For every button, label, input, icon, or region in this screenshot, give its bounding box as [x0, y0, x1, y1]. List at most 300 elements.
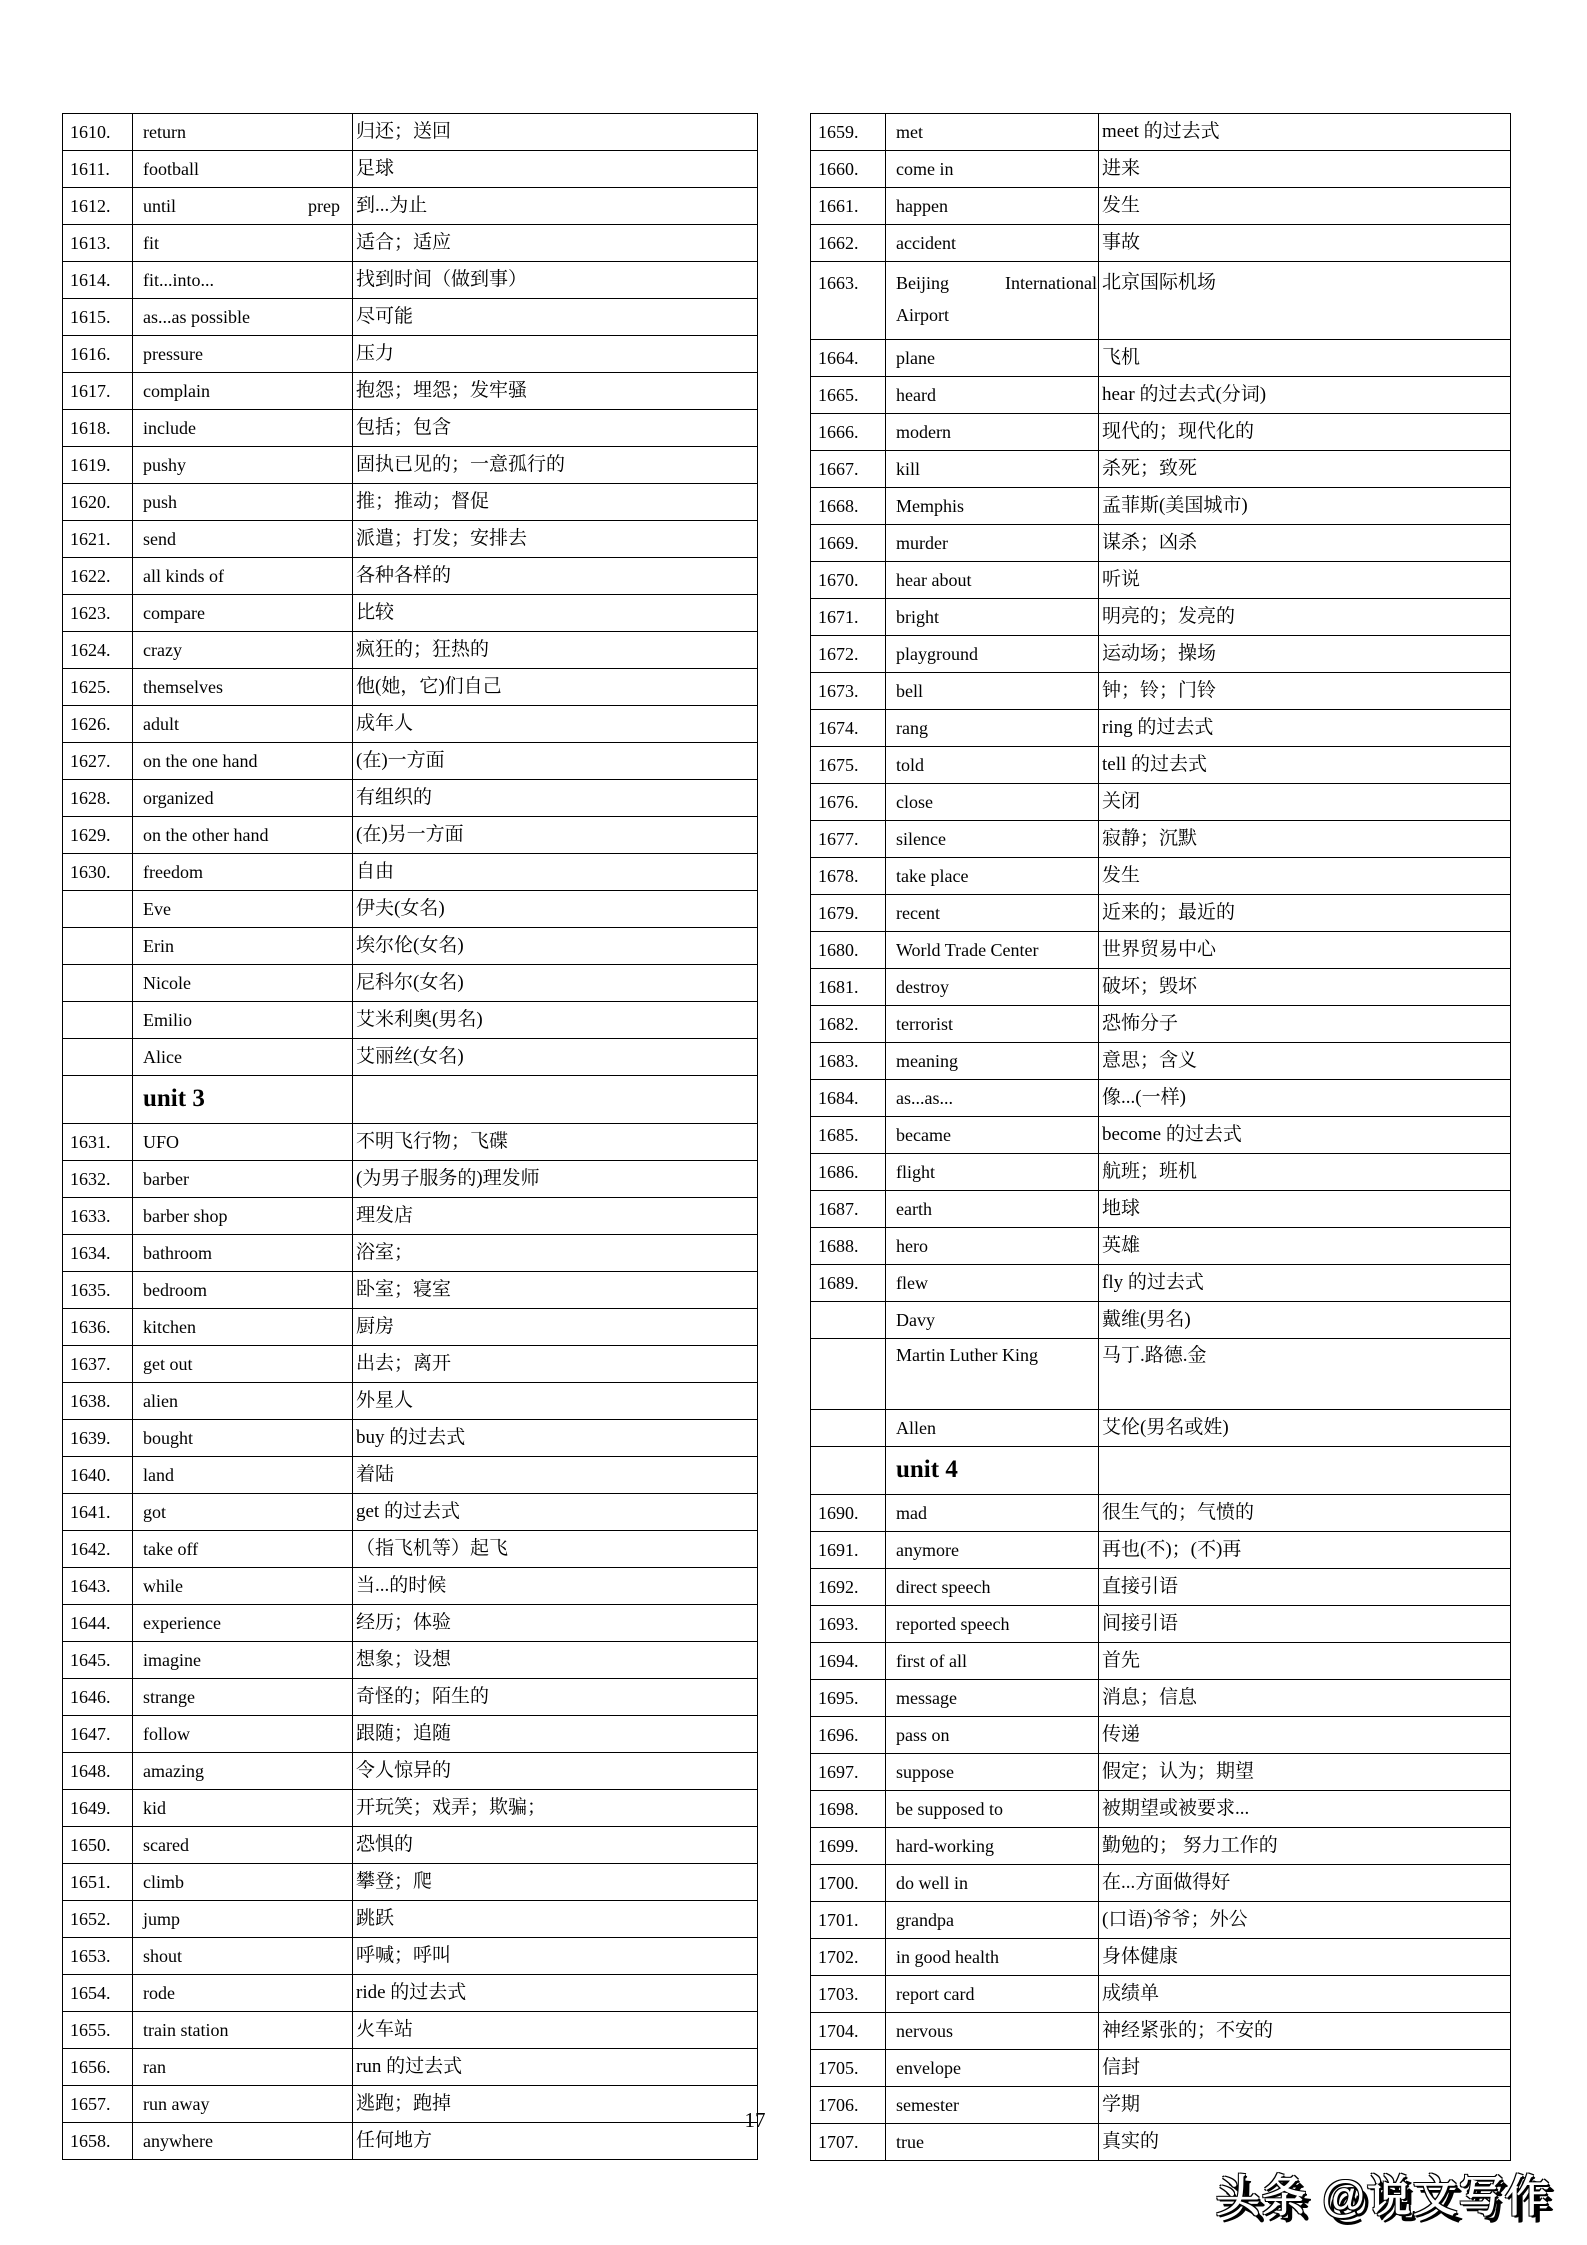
vocab-row [811, 340, 1511, 377]
row-number: 1684. [811, 1080, 886, 1117]
vocab-row [63, 1002, 758, 1039]
row-number: 1626. [63, 706, 133, 743]
chinese-meaning: 传递 [1099, 1717, 1511, 1754]
chinese-meaning: 想象；设想 [353, 1642, 758, 1679]
vocab-row [811, 1006, 1511, 1043]
vocab-row [63, 558, 758, 595]
row-number: 1664. [811, 340, 886, 377]
vocab-row [63, 965, 758, 1002]
vocab-row [63, 373, 758, 410]
row-number: 1678. [811, 858, 886, 895]
english-word: suppose [886, 1754, 1099, 1791]
chinese-meaning: tell 的过去式 [1099, 747, 1511, 784]
vocab-row [63, 1039, 758, 1076]
vocab-row [811, 2013, 1511, 2050]
chinese-meaning: 出去；离开 [353, 1346, 758, 1383]
row-number: 1701. [811, 1902, 886, 1939]
english-word: compare [133, 595, 353, 632]
vocab-row [63, 706, 758, 743]
english-word: run away [133, 2086, 353, 2123]
english-word: Allen [886, 1410, 1099, 1447]
chinese-meaning: (在)一方面 [353, 743, 758, 780]
row-number: 1689. [811, 1265, 886, 1302]
row-number: 1613. [63, 225, 133, 262]
row-number: 1620. [63, 484, 133, 521]
english-word: crazy [133, 632, 353, 669]
english-word: hear about [886, 562, 1099, 599]
row-number [811, 1410, 886, 1447]
row-number: 1675. [811, 747, 886, 784]
chinese-meaning: 艾伦(男名或姓) [1099, 1410, 1511, 1447]
english-word: true [886, 2124, 1099, 2161]
english-word: Memphis [886, 488, 1099, 525]
row-number: 1648. [63, 1753, 133, 1790]
english-word: land [133, 1457, 353, 1494]
row-number: 1643. [63, 1568, 133, 1605]
vocab-row [811, 858, 1511, 895]
chinese-meaning: 足球 [353, 151, 758, 188]
english-word: return [133, 114, 353, 151]
english-word: plane [886, 340, 1099, 377]
chinese-meaning: (为男子服务的)理发师 [353, 1161, 758, 1198]
vocab-row [63, 1568, 758, 1605]
vocab-row [63, 780, 758, 817]
chinese-meaning: meet 的过去式 [1099, 114, 1511, 151]
row-number [811, 1302, 886, 1339]
chinese-meaning: 北京国际机场 [1099, 262, 1511, 340]
vocab-row [811, 1191, 1511, 1228]
row-number: 1627. [63, 743, 133, 780]
vocab-row [811, 1532, 1511, 1569]
english-word: barber [133, 1161, 353, 1198]
vocab-row [63, 114, 758, 151]
chinese-meaning: buy 的过去式 [353, 1420, 758, 1457]
chinese-meaning: fly 的过去式 [1099, 1265, 1511, 1302]
english-word: became [886, 1117, 1099, 1154]
chinese-meaning: 寂静；沉默 [1099, 821, 1511, 858]
chinese-meaning: ring 的过去式 [1099, 710, 1511, 747]
english-word: Alice [133, 1039, 353, 1076]
english-word: happen [886, 188, 1099, 225]
row-number: 1685. [811, 1117, 886, 1154]
row-number: 1621. [63, 521, 133, 558]
english-word: jump [133, 1901, 353, 1938]
chinese-meaning: 世界贸易中心 [1099, 932, 1511, 969]
chinese-meaning: get 的过去式 [353, 1494, 758, 1531]
english-word: Eve [133, 891, 353, 928]
chinese-meaning: 抱怨；埋怨；发牢骚 [353, 373, 758, 410]
english-word: bought [133, 1420, 353, 1457]
row-number: 1676. [811, 784, 886, 821]
vocab-row [811, 932, 1511, 969]
vocab-row [811, 151, 1511, 188]
vocab-row [63, 1198, 758, 1235]
chinese-meaning: 运动场；操场 [1099, 636, 1511, 673]
vocab-row [63, 928, 758, 965]
row-number: 1679. [811, 895, 886, 932]
row-number: 1666. [811, 414, 886, 451]
english-word: met [886, 114, 1099, 151]
vocab-row [63, 891, 758, 928]
vocab-row [811, 1339, 1511, 1410]
row-number: 1692. [811, 1569, 886, 1606]
vocab-row [811, 1643, 1511, 1680]
row-number: 1647. [63, 1716, 133, 1753]
english-word: while [133, 1568, 353, 1605]
row-number: 1703. [811, 1976, 886, 2013]
chinese-meaning: 恐怖分子 [1099, 1006, 1511, 1043]
row-number: 1670. [811, 562, 886, 599]
chinese-meaning: 厨房 [353, 1309, 758, 1346]
row-number: 1672. [811, 636, 886, 673]
vocab-row [811, 673, 1511, 710]
row-number: 1652. [63, 1901, 133, 1938]
row-number: 1619. [63, 447, 133, 484]
row-number: 1611. [63, 151, 133, 188]
row-number: 1673. [811, 673, 886, 710]
row-number: 1698. [811, 1791, 886, 1828]
english-word: report card [886, 1976, 1099, 2013]
english-word: Davy [886, 1302, 1099, 1339]
english-word: get out [133, 1346, 353, 1383]
vocab-row [811, 262, 1511, 340]
chinese-meaning: 伊夫(女名) [353, 891, 758, 928]
chinese-meaning: 身体健康 [1099, 1939, 1511, 1976]
row-number: 1622. [63, 558, 133, 595]
english-word: bedroom [133, 1272, 353, 1309]
row-number: 1665. [811, 377, 886, 414]
english-word: adult [133, 706, 353, 743]
english-word: strange [133, 1679, 353, 1716]
vocab-row [811, 1043, 1511, 1080]
chinese-meaning: 尼科尔(女名) [353, 965, 758, 1002]
row-number: 1640. [63, 1457, 133, 1494]
vocab-row [63, 262, 758, 299]
english-word: pushy [133, 447, 353, 484]
row-number: 1656. [63, 2049, 133, 2086]
english-word: nervous [886, 2013, 1099, 2050]
vocab-row [811, 1410, 1511, 1447]
row-number: 1667. [811, 451, 886, 488]
vocab-row [63, 151, 758, 188]
vocab-row [63, 1605, 758, 1642]
chinese-meaning: 埃尔伦(女名) [353, 928, 758, 965]
vocab-row [811, 414, 1511, 451]
vocab-row [63, 1790, 758, 1827]
english-word: UFO [133, 1124, 353, 1161]
row-number: 1690. [811, 1495, 886, 1532]
vocab-row [811, 1828, 1511, 1865]
row-number: 1695. [811, 1680, 886, 1717]
chinese-meaning: ride 的过去式 [353, 1975, 758, 2012]
vocab-row [811, 1902, 1511, 1939]
english-word: anywhere [133, 2123, 353, 2160]
vocab-row [811, 188, 1511, 225]
vocab-row [63, 299, 758, 336]
vocab-row [811, 1939, 1511, 1976]
vocab-row [811, 747, 1511, 784]
unit-label: unit 4 [886, 1447, 1099, 1495]
row-number: 1699. [811, 1828, 886, 1865]
vocab-row [811, 1265, 1511, 1302]
vocab-row [811, 225, 1511, 262]
english-word: hero [886, 1228, 1099, 1265]
vocab-row [811, 562, 1511, 599]
english-word: kitchen [133, 1309, 353, 1346]
english-word: got [133, 1494, 353, 1531]
row-number: 1706. [811, 2087, 886, 2124]
row-number: 1653. [63, 1938, 133, 1975]
row-number: 1697. [811, 1754, 886, 1791]
row-number [811, 1339, 886, 1410]
vocab-row [63, 1642, 758, 1679]
chinese-meaning: 首先 [1099, 1643, 1511, 1680]
english-word: told [886, 747, 1099, 784]
chinese-meaning: 尽可能 [353, 299, 758, 336]
row-number: 1642. [63, 1531, 133, 1568]
vocab-row [811, 488, 1511, 525]
english-word: on the one hand [133, 743, 353, 780]
chinese-meaning: 派遣；打发；安排去 [353, 521, 758, 558]
row-number: 1632. [63, 1161, 133, 1198]
vocab-row [63, 1272, 758, 1309]
english-word: all kinds of [133, 558, 353, 595]
english-word: rang [886, 710, 1099, 747]
vocab-row [811, 1717, 1511, 1754]
english-word: kill [886, 451, 1099, 488]
row-number: 1668. [811, 488, 886, 525]
chinese-meaning: 艾丽丝(女名) [353, 1039, 758, 1076]
row-number: 1691. [811, 1532, 886, 1569]
vocab-row [811, 1228, 1511, 1265]
row-number [63, 1002, 133, 1039]
english-word: destroy [886, 969, 1099, 1006]
english-word: Nicole [133, 965, 353, 1002]
row-number: 1659. [811, 114, 886, 151]
vocab-row [811, 2050, 1511, 2087]
row-number: 1644. [63, 1605, 133, 1642]
vocab-row [811, 1569, 1511, 1606]
vocab-row [63, 447, 758, 484]
chinese-meaning: 钟；铃；门铃 [1099, 673, 1511, 710]
english-word: silence [886, 821, 1099, 858]
chinese-meaning: 戴维(男名) [1099, 1302, 1511, 1339]
row-number: 1686. [811, 1154, 886, 1191]
row-number: 1680. [811, 932, 886, 969]
vocab-row [811, 114, 1511, 151]
row-number: 1630. [63, 854, 133, 891]
english-word: in good health [886, 1939, 1099, 1976]
chinese-meaning: 经历；体验 [353, 1605, 758, 1642]
row-number: 1624. [63, 632, 133, 669]
vocab-table-left-body [63, 114, 758, 2160]
vocab-row [63, 1124, 758, 1161]
chinese-meaning: 跳跃 [353, 1901, 758, 1938]
vocab-row [811, 1865, 1511, 1902]
vocab-row [811, 1606, 1511, 1643]
row-number: 1671. [811, 599, 886, 636]
chinese-meaning: 当...的时候 [353, 1568, 758, 1605]
vocab-row [63, 817, 758, 854]
chinese-meaning: 近来的；最近的 [1099, 895, 1511, 932]
english-word: climb [133, 1864, 353, 1901]
english-word: reported speech [886, 1606, 1099, 1643]
chinese-meaning: 到...为止 [353, 188, 758, 225]
unit-label: unit 3 [133, 1076, 353, 1124]
english-word: pressure [133, 336, 353, 373]
unit-header-row [63, 1076, 758, 1124]
english-word: amazing [133, 1753, 353, 1790]
chinese-meaning: 跟随；追随 [353, 1716, 758, 1753]
english-word: hard-working [886, 1828, 1099, 1865]
english-word: bright [886, 599, 1099, 636]
vocab-row [811, 1680, 1511, 1717]
english-word: complain [133, 373, 353, 410]
english-word: envelope [886, 2050, 1099, 2087]
chinese-meaning: 卧室；寝室 [353, 1272, 758, 1309]
row-number: 1705. [811, 2050, 886, 2087]
vocab-row [811, 525, 1511, 562]
vocab-row [63, 1975, 758, 2012]
english-word: semester [886, 2087, 1099, 2124]
vocab-row [63, 1716, 758, 1753]
english-word: heard [886, 377, 1099, 414]
english-word: freedom [133, 854, 353, 891]
row-number: 1649. [63, 1790, 133, 1827]
english-word: send [133, 521, 353, 558]
english-word: push [133, 484, 353, 521]
chinese-meaning: become 的过去式 [1099, 1117, 1511, 1154]
row-number: 1683. [811, 1043, 886, 1080]
chinese-meaning: 比较 [353, 595, 758, 632]
vocab-row [63, 188, 758, 225]
vocab-row [63, 1901, 758, 1938]
english-word: terrorist [886, 1006, 1099, 1043]
unit-header-row [811, 1447, 1511, 1495]
row-number [63, 965, 133, 1002]
english-word: accident [886, 225, 1099, 262]
english-word: barber shop [133, 1198, 353, 1235]
row-number [63, 1076, 133, 1124]
vocab-row [811, 377, 1511, 414]
row-number: 1654. [63, 1975, 133, 2012]
vocab-row [811, 895, 1511, 932]
chinese-meaning [353, 1076, 758, 1124]
row-number: 1661. [811, 188, 886, 225]
english-word: experience [133, 1605, 353, 1642]
english-word: take off [133, 1531, 353, 1568]
row-number: 1636. [63, 1309, 133, 1346]
chinese-meaning: 真实的 [1099, 2124, 1511, 2161]
vocab-row [63, 1494, 758, 1531]
part-of-speech-label: prep [308, 195, 340, 216]
vocab-row [811, 636, 1511, 673]
chinese-meaning: 杀死；致死 [1099, 451, 1511, 488]
english-word: Emilio [133, 1002, 353, 1039]
vocab-row [63, 1679, 758, 1716]
row-number: 1657. [63, 2086, 133, 2123]
row-number: 1677. [811, 821, 886, 858]
row-number: 1704. [811, 2013, 886, 2050]
vocab-row [811, 1080, 1511, 1117]
english-word: on the other hand [133, 817, 353, 854]
chinese-meaning: 推；推动；督促 [353, 484, 758, 521]
english-word: Erin [133, 928, 353, 965]
english-word: pass on [886, 1717, 1099, 1754]
chinese-meaning: (在)另一方面 [353, 817, 758, 854]
vocab-row [811, 1791, 1511, 1828]
row-number: 1663. [811, 262, 886, 340]
vocab-row [63, 1531, 758, 1568]
english-word: anymore [886, 1532, 1099, 1569]
english-word: Martin Luther King [886, 1339, 1099, 1410]
vocab-row [811, 1154, 1511, 1191]
row-number: 1629. [63, 817, 133, 854]
chinese-meaning: （指飞机等）起飞 [353, 1531, 758, 1568]
row-number: 1669. [811, 525, 886, 562]
vocab-row [811, 599, 1511, 636]
english-word: ran [133, 2049, 353, 2086]
page-number: 17 [744, 2108, 766, 2132]
english-word: rode [133, 1975, 353, 2012]
english-word: message [886, 1680, 1099, 1717]
row-number: 1682. [811, 1006, 886, 1043]
english-word: bathroom [133, 1235, 353, 1272]
chinese-meaning: 任何地方 [353, 2123, 758, 2160]
vocab-row [63, 521, 758, 558]
chinese-meaning: 再也(不)；(不)再 [1099, 1532, 1511, 1569]
vocab-row [811, 1976, 1511, 2013]
row-number: 1637. [63, 1346, 133, 1383]
chinese-meaning: 呼喊；呼叫 [353, 1938, 758, 1975]
chinese-meaning: 谋杀；凶杀 [1099, 525, 1511, 562]
chinese-meaning: 疯狂的；狂热的 [353, 632, 758, 669]
row-number: 1660. [811, 151, 886, 188]
chinese-meaning: run 的过去式 [353, 2049, 758, 2086]
chinese-meaning: 进来 [1099, 151, 1511, 188]
english-word: modern [886, 414, 1099, 451]
vocab-row [63, 1864, 758, 1901]
vocab-row [63, 1753, 758, 1790]
english-word: playground [886, 636, 1099, 673]
row-number: 1655. [63, 2012, 133, 2049]
english-word: kid [133, 1790, 353, 1827]
row-number: 1631. [63, 1124, 133, 1161]
chinese-meaning: 攀登；爬 [353, 1864, 758, 1901]
english-word: first of all [886, 1643, 1099, 1680]
vocab-table-right-body [811, 114, 1511, 2161]
chinese-meaning: 勤勉的； 努力工作的 [1099, 1828, 1511, 1865]
vocab-row [63, 2049, 758, 2086]
row-number: 1646. [63, 1679, 133, 1716]
english-word: earth [886, 1191, 1099, 1228]
chinese-meaning: 学期 [1099, 2087, 1511, 2124]
chinese-meaning: 着陆 [353, 1457, 758, 1494]
chinese-meaning: 奇怪的；陌生的 [353, 1679, 758, 1716]
chinese-meaning: 有组织的 [353, 780, 758, 817]
vocab-row [63, 1309, 758, 1346]
chinese-meaning: 固执已见的；一意孤行的 [353, 447, 758, 484]
vocab-row [63, 1161, 758, 1198]
chinese-meaning: 听说 [1099, 562, 1511, 599]
chinese-meaning: (口语)爷爷；外公 [1099, 1902, 1511, 1939]
row-number: 1628. [63, 780, 133, 817]
row-number: 1612. [63, 188, 133, 225]
row-number: 1633. [63, 1198, 133, 1235]
chinese-meaning: 英雄 [1099, 1228, 1511, 1265]
chinese-meaning: 明亮的；发亮的 [1099, 599, 1511, 636]
english-word: do well in [886, 1865, 1099, 1902]
